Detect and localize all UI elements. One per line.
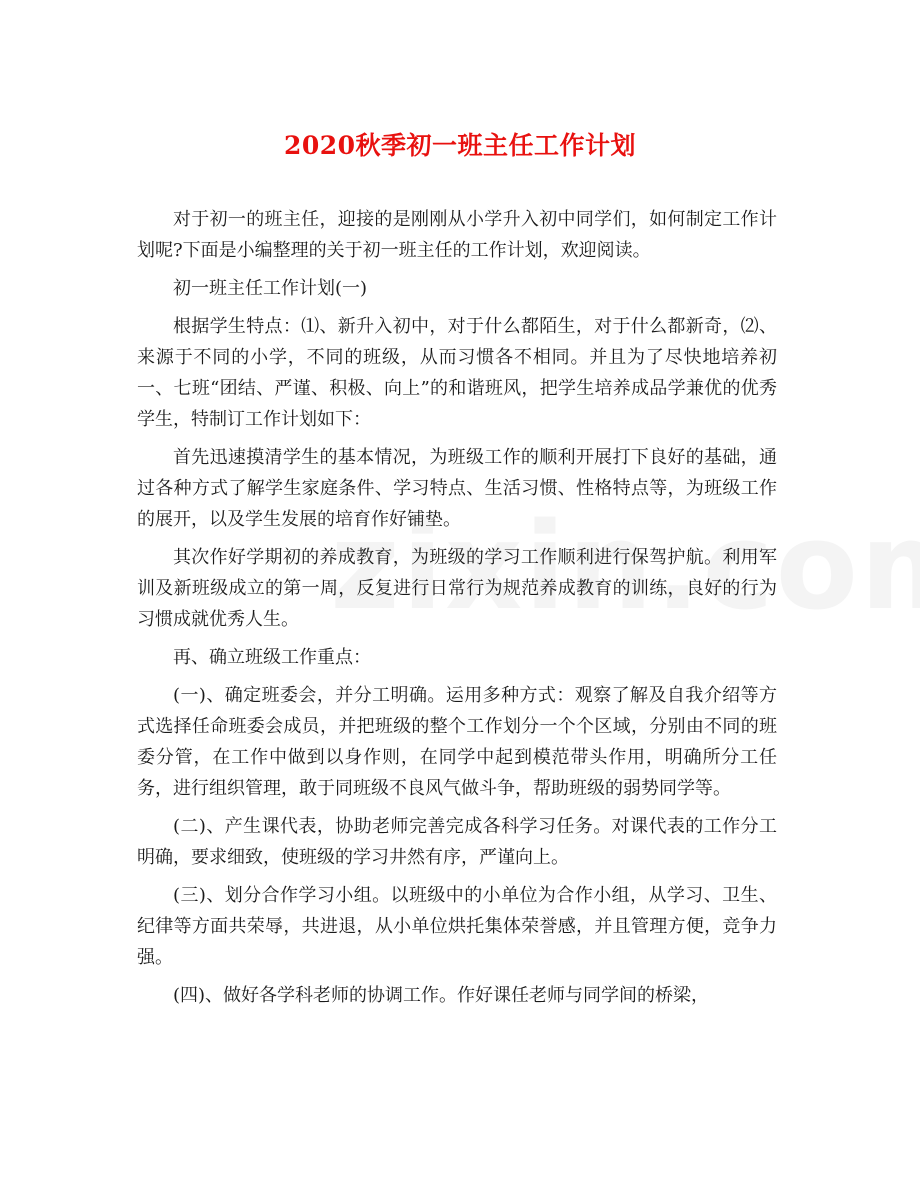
intro-paragraph: 对于初一的班主任，迎接的是刚刚从小学升入初中同学们，如何制定工作计划呢?下面是小编整理的关于初一班主任的工作计划，欢迎阅读。 — [137, 209, 777, 261]
body-paragraph: 首先迅速摸清学生的基本情况，为班级工作的顺利开展打下良好的基础，通过各种方式了解学生家庭条件、学习特点、生活习惯、性格特点等，为班级工作的展开，以及学生发展的培育作好铺垫。 — [137, 447, 777, 530]
body-paragraph: 再、确立班级工作重点： — [173, 647, 371, 668]
list-item: (二)、产生课代表，协助老师完善完成各科学习任务。对课代表的工作分工明确，要求细致，使班级的学习井然有序，严谨向上。 — [137, 816, 777, 868]
list-item: (三)、划分合作学习小组。以班级中的小单位为合作小组，从学习、卫生、纪律等方面共荣辱，共进退，从小单位烘托集体荣誉感，并且管理方便，竞争力强。 — [137, 885, 777, 968]
body-paragraph: 其次作好学期初的养成教育，为班级的学习工作顺利进行保驾护航。利用军训及新班级成立的第一周，反复进行日常行为规范养成教育的训练，良好的行为习惯成就优秀人生。 — [137, 547, 777, 630]
body-paragraph: 根据学生特点：⑴、新升入初中，对于什么都陌生，对于什么都新奇，⑵、来源于不同的小学，不同的班级，从而习惯各不相同。并且为了尽快地培养初一、七班“团结、严谨、积极、向上”的和谐班风，把学生培养成品学兼优的优秀学生，特制订工作计划如下： — [137, 316, 777, 430]
list-item: (四)、做好各学科老师的协调工作。作好课任老师与同学间的桥梁， — [173, 985, 710, 1006]
document-title: 2020秋季初一班主任工作计划 — [283, 131, 637, 160]
document-body — [137, 204, 777, 1018]
list-item: (一)、确定班委会，并分工明确。运用多种方式：观察了解及自我介绍等方式选择任命班委会成员，并把班级的整个工作划分一个个区域，分别由不同的班委分管，在工作中做到以身作则，在同学中起到模范带头作用，明确所分工任务，进行组织管理，敢于同班级不良风气做斗争，帮助班级的弱势同学等。 — [137, 685, 777, 799]
section-heading: 初一班主任工作计划(一) — [173, 278, 368, 299]
